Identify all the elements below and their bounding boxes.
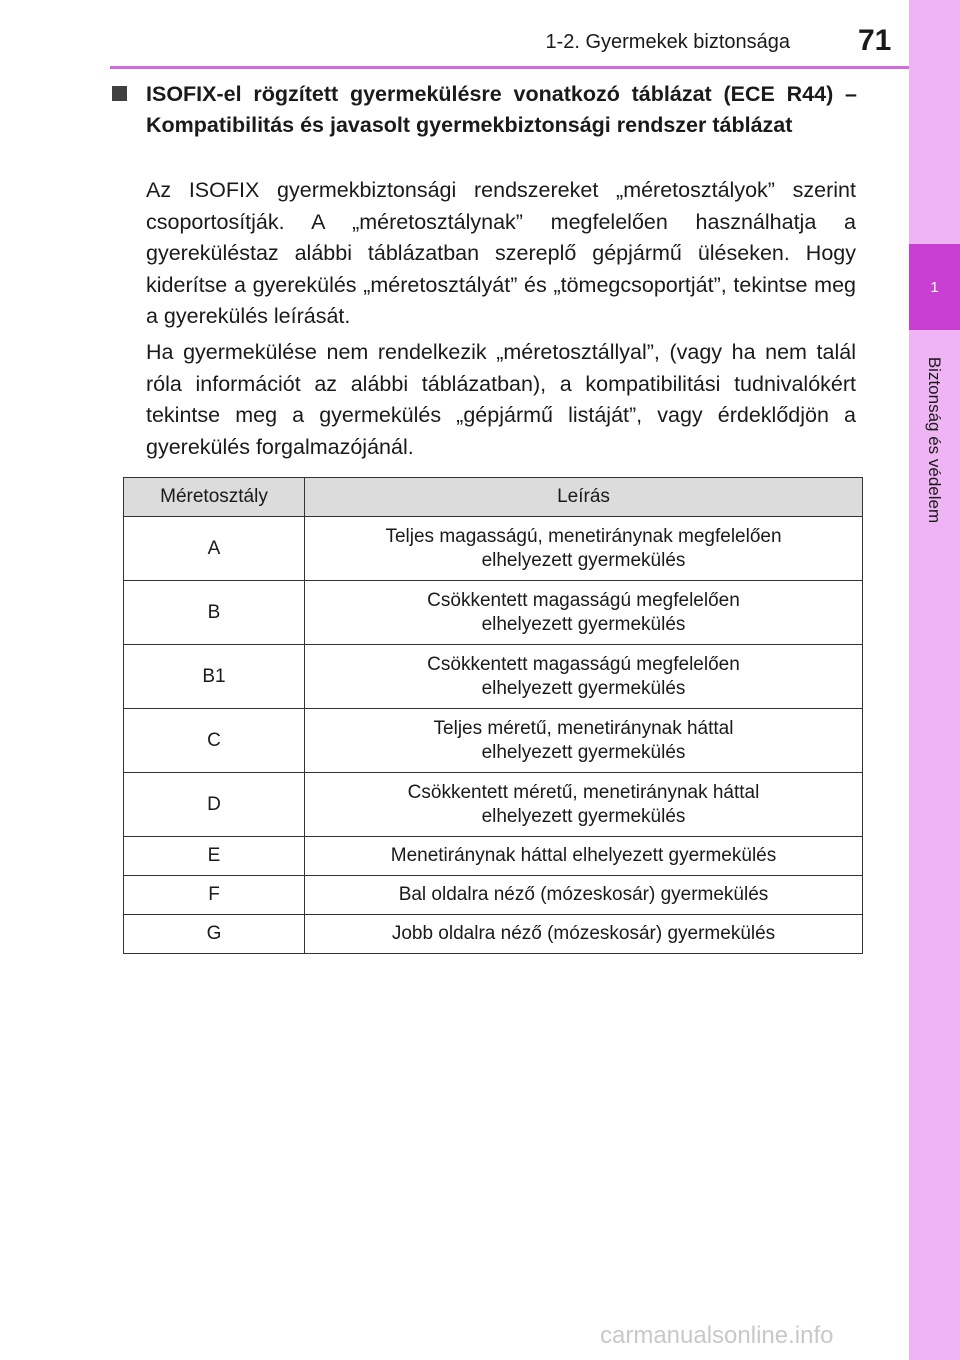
size-class-cell: B: [124, 581, 305, 645]
table-row: [124, 709, 863, 773]
table-row: [124, 581, 863, 645]
intro-paragraph: Az ISOFIX gyermekbiztonsági rendszereket „méretosztályok” szerint csoportosítják. A „méretosztálynak” megfelelően használhatja a gyereküléstaz alábbi táblázatban szereplő gépjármű üléseken. Hogy kiderítse a gyerekülés „méretosztályát” és „tömegcsoportját”, tekintse meg a gyerekülés leírását.: [146, 178, 856, 328]
size-class-cell: C: [124, 709, 305, 773]
note-paragraph: Ha gyermekülése nem rendelkezik „méretosztállyal”, (vagy ha nem talál róla információt az alábbi táblázatban), a kompatibilitási tudnivalókért tekintse meg a gyermekülés „gépjármű listáját”, vagy érdeklődjön a gyerekülés forgalmazójánál.: [146, 340, 856, 459]
description-line: elhelyezett gyermekülés: [481, 677, 686, 699]
description-cell: Menetiránynak háttal elhelyezett gyermekülés: [305, 837, 863, 876]
table-header-row: [124, 478, 863, 517]
description-cell: Bal oldalra néző (mózeskosár) gyermekülés: [305, 876, 863, 915]
chapter-sidebar: [909, 0, 960, 1360]
header-divider: [110, 66, 909, 69]
size-class-cell: E: [124, 837, 305, 876]
size-class-cell: B1: [124, 645, 305, 709]
chapter-number-tab[interactable]: [909, 244, 960, 330]
table-row: [124, 876, 863, 915]
section-heading-text: ISOFIX-el rögzített gyermekülésre vonatkozó táblázat (ECE R44) – Kompatibilitás és javasolt gyermekbiztonsági rendszer táblázat: [146, 82, 857, 137]
description-line: elhelyezett gyermekülés: [481, 805, 686, 827]
table-row: [124, 915, 863, 954]
size-class-cell: F: [124, 876, 305, 915]
chapter-number: 1: [930, 278, 939, 296]
description-cell: [305, 645, 863, 709]
column-header-size-class: Méretosztály: [124, 478, 305, 517]
table-row: [124, 773, 863, 837]
description-line: elhelyezett gyermekülés: [481, 549, 686, 571]
description-line: elhelyezett gyermekülés: [481, 613, 686, 635]
description-line: elhelyezett gyermekülés: [481, 741, 686, 763]
chapter-title: Biztonság és védelem: [925, 356, 944, 524]
description-cell: [305, 773, 863, 837]
size-class-cell: D: [124, 773, 305, 837]
table-row: [124, 645, 863, 709]
square-bullet-icon: [112, 86, 127, 101]
table-row: [124, 517, 863, 581]
section-title: 1-2. Gyermekek biztonsága: [545, 31, 790, 53]
description-line: Csökkentett méretű, menetiránynak háttal: [407, 781, 760, 803]
description-cell: [305, 517, 863, 581]
size-class-table: [123, 477, 863, 954]
size-class-cell: A: [124, 517, 305, 581]
table-row: [124, 837, 863, 876]
description-cell: Jobb oldalra néző (mózeskosár) gyermekülés: [305, 915, 863, 954]
section-heading: [112, 79, 857, 141]
size-class-cell: G: [124, 915, 305, 954]
description-line: Csökkentett magasságú megfelelően: [427, 653, 740, 675]
description-line: Csökkentett magasságú megfelelően: [427, 589, 740, 611]
column-header-description: Leírás: [305, 478, 863, 517]
page-number: 71: [858, 24, 892, 57]
watermark: carmanualsonline.info: [600, 1322, 834, 1349]
description-cell: [305, 581, 863, 645]
description-line: Teljes méretű, menetiránynak háttal: [433, 717, 734, 739]
description-line: Teljes magasságú, menetiránynak megfelelően: [385, 525, 782, 547]
description-cell: [305, 709, 863, 773]
